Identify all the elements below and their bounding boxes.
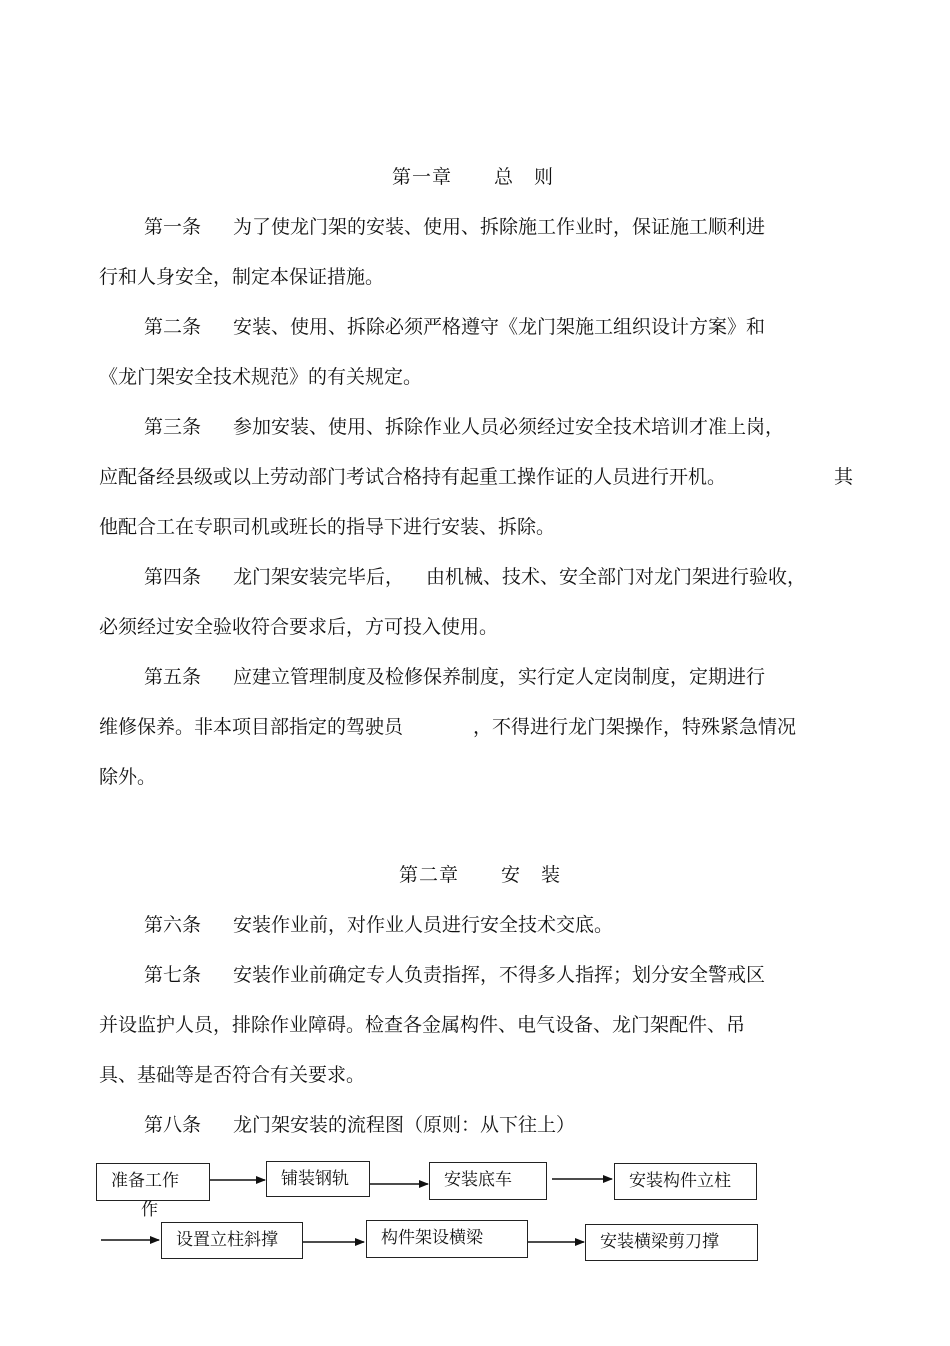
article-4-line-1a: 龙门架安装完毕后， bbox=[233, 566, 405, 588]
article-2-label: 第二条 bbox=[144, 316, 202, 338]
article-3-line-1: 参加安装、使用、拆除作业人员必须经过安全技术培训才准上岗， bbox=[233, 416, 785, 438]
flow-step-erect-beams: 构件架设横梁 bbox=[366, 1220, 528, 1258]
chapter-1-number: 第一章 bbox=[392, 166, 453, 188]
article-3-line-2-tail: 其 bbox=[834, 466, 854, 488]
article-4-label: 第四条 bbox=[144, 566, 202, 588]
article-6-label: 第六条 bbox=[144, 914, 202, 936]
flow-step-prepare: 准备工作 bbox=[96, 1163, 210, 1201]
article-5-line-1: 应建立管理制度及检修保养制度，实行定人定岗制度，定期进行 bbox=[233, 666, 766, 688]
article-3-label: 第三条 bbox=[144, 416, 202, 438]
article-8-label: 第八条 bbox=[144, 1114, 202, 1136]
article-5-line-3: 除外。 bbox=[99, 766, 157, 788]
article-4-line-1b: 由机械、技术、安全部门对龙门架进行验收， bbox=[426, 566, 807, 588]
flow-step-prepare-overflow: 作 bbox=[141, 1200, 158, 1220]
flow-step-column-braces: 设置立柱斜撑 bbox=[161, 1222, 303, 1259]
article-1-line-2: 行和人身安全，制定本保证措施。 bbox=[99, 266, 385, 288]
article-7-line-1: 安装作业前确定专人负责指挥，不得多人指挥；划分安全警戒区 bbox=[233, 964, 766, 986]
article-7-line-3: 具、基础等是否符合有关要求。 bbox=[99, 1064, 366, 1086]
article-7-line-2: 并设监护人员，排除作业障碍。检查各金属构件、电气设备、龙门架配件、吊 bbox=[99, 1014, 746, 1036]
article-7-label: 第七条 bbox=[144, 964, 202, 986]
article-2-line-1: 安装、使用、拆除必须严格遵守《龙门架施工组织设计方案》和 bbox=[233, 316, 766, 338]
flow-step-install-columns: 安装构件立柱 bbox=[614, 1163, 757, 1200]
article-1-label: 第一条 bbox=[144, 216, 202, 238]
article-3-line-3: 他配合工在专职司机或班长的指导下进行安装、拆除。 bbox=[99, 516, 556, 538]
article-5-label: 第五条 bbox=[144, 666, 202, 688]
flow-step-beam-scissor-braces: 安装横梁剪刀撑 bbox=[585, 1224, 758, 1261]
article-5-line-2a: 维修保养。非本项目部指定的驾驶员 bbox=[99, 716, 404, 738]
flow-step-install-base-car: 安装底车 bbox=[429, 1162, 547, 1200]
article-5-line-2b: ，不得进行龙门架操作，特殊紧急情况 bbox=[473, 716, 797, 738]
chapter-2-title: 安 装 bbox=[501, 864, 562, 886]
article-3-line-2: 应配备经县级或以上劳动部门考试合格持有起重工操作证的人员进行开机。 bbox=[99, 466, 727, 488]
article-8-line-1: 龙门架安装的流程图（原则：从下往上） bbox=[233, 1114, 576, 1136]
article-1-line-1: 为了使龙门架的安装、使用、拆除施工作业时，保证施工顺利进 bbox=[233, 216, 766, 238]
chapter-2-number: 第二章 bbox=[399, 864, 460, 886]
article-2-line-2: 《龙门架安全技术规范》的有关规定。 bbox=[99, 366, 423, 388]
flow-step-lay-rails: 铺装钢轨 bbox=[266, 1161, 370, 1197]
chapter-1-title: 总 则 bbox=[494, 166, 555, 188]
article-6-line-1: 安装作业前，对作业人员进行安全技术交底。 bbox=[233, 914, 614, 936]
article-4-line-2: 必须经过安全验收符合要求后，方可投入使用。 bbox=[99, 616, 499, 638]
